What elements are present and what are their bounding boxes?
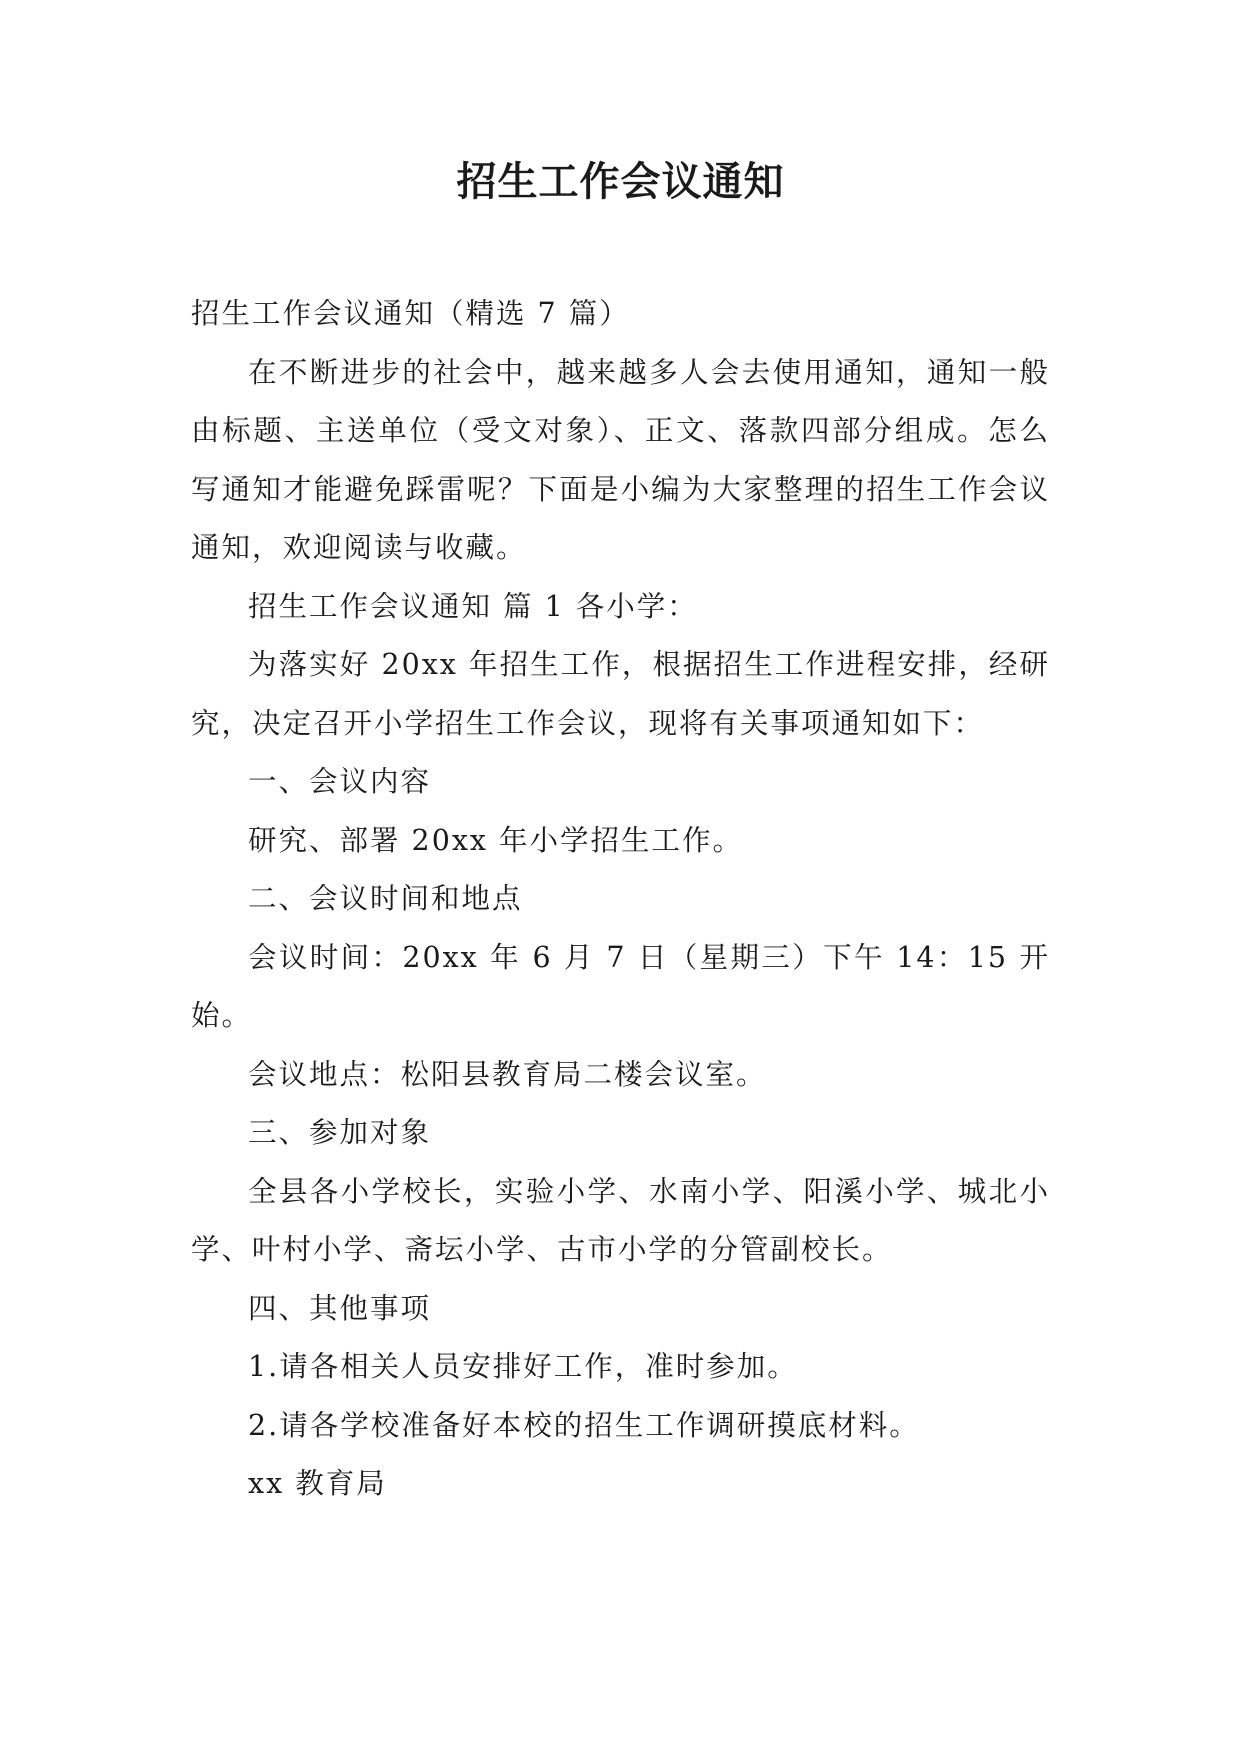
body-paragraph: 在不断进步的社会中，越来越多人会去使用通知，通知一般由标题、主送单位（受文对象）、正文、落款四部分组成。怎么写通知才能避免踩雷呢？下面是小编为大家整理的招生工作会议通知，欢迎阅读与收藏。	[191, 355, 1050, 564]
body-paragraph: 会议地点：松阳县教育局二楼会议室。	[248, 1057, 767, 1091]
body-paragraph: 一、会议内容	[248, 765, 432, 798]
body-paragraph: 2.请各学校准备好本校的招生工作调研摸底材料。	[248, 1408, 920, 1442]
body-paragraph: 1.请各相关人员安排好工作，准时参加。	[248, 1350, 798, 1383]
body-paragraph: 二、会议时间和地点	[248, 882, 523, 915]
body-paragraph: 招生工作会议通知（精选 7 篇）	[191, 297, 630, 330]
body-paragraph: 会议时间：20xx 年 6 月 7 日（星期三）下午 14：15 开始。	[191, 940, 1050, 1032]
body-paragraph: 三、参加对象	[248, 1116, 432, 1149]
document-body	[191, 285, 1050, 1514]
body-paragraph: 四、其他事项	[248, 1291, 432, 1325]
body-paragraph: 为落实好 20xx 年招生工作，根据招生工作进程安排，经研究，决定召开小学招生工作会议，现将有关事项通知如下：	[191, 648, 1050, 740]
body-paragraph: 招生工作会议通知 篇 1 各小学：	[248, 589, 698, 623]
document-title: 招生工作会议通知	[456, 159, 785, 205]
body-paragraph: xx 教育局	[248, 1467, 387, 1500]
body-paragraph: 研究、部署 20xx 年小学招生工作。	[248, 823, 744, 857]
body-paragraph: 全县各小学校长，实验小学、水南小学、阳溪小学、城北小学、叶村小学、斋坛小学、古市小学的分管副校长。	[191, 1174, 1050, 1266]
